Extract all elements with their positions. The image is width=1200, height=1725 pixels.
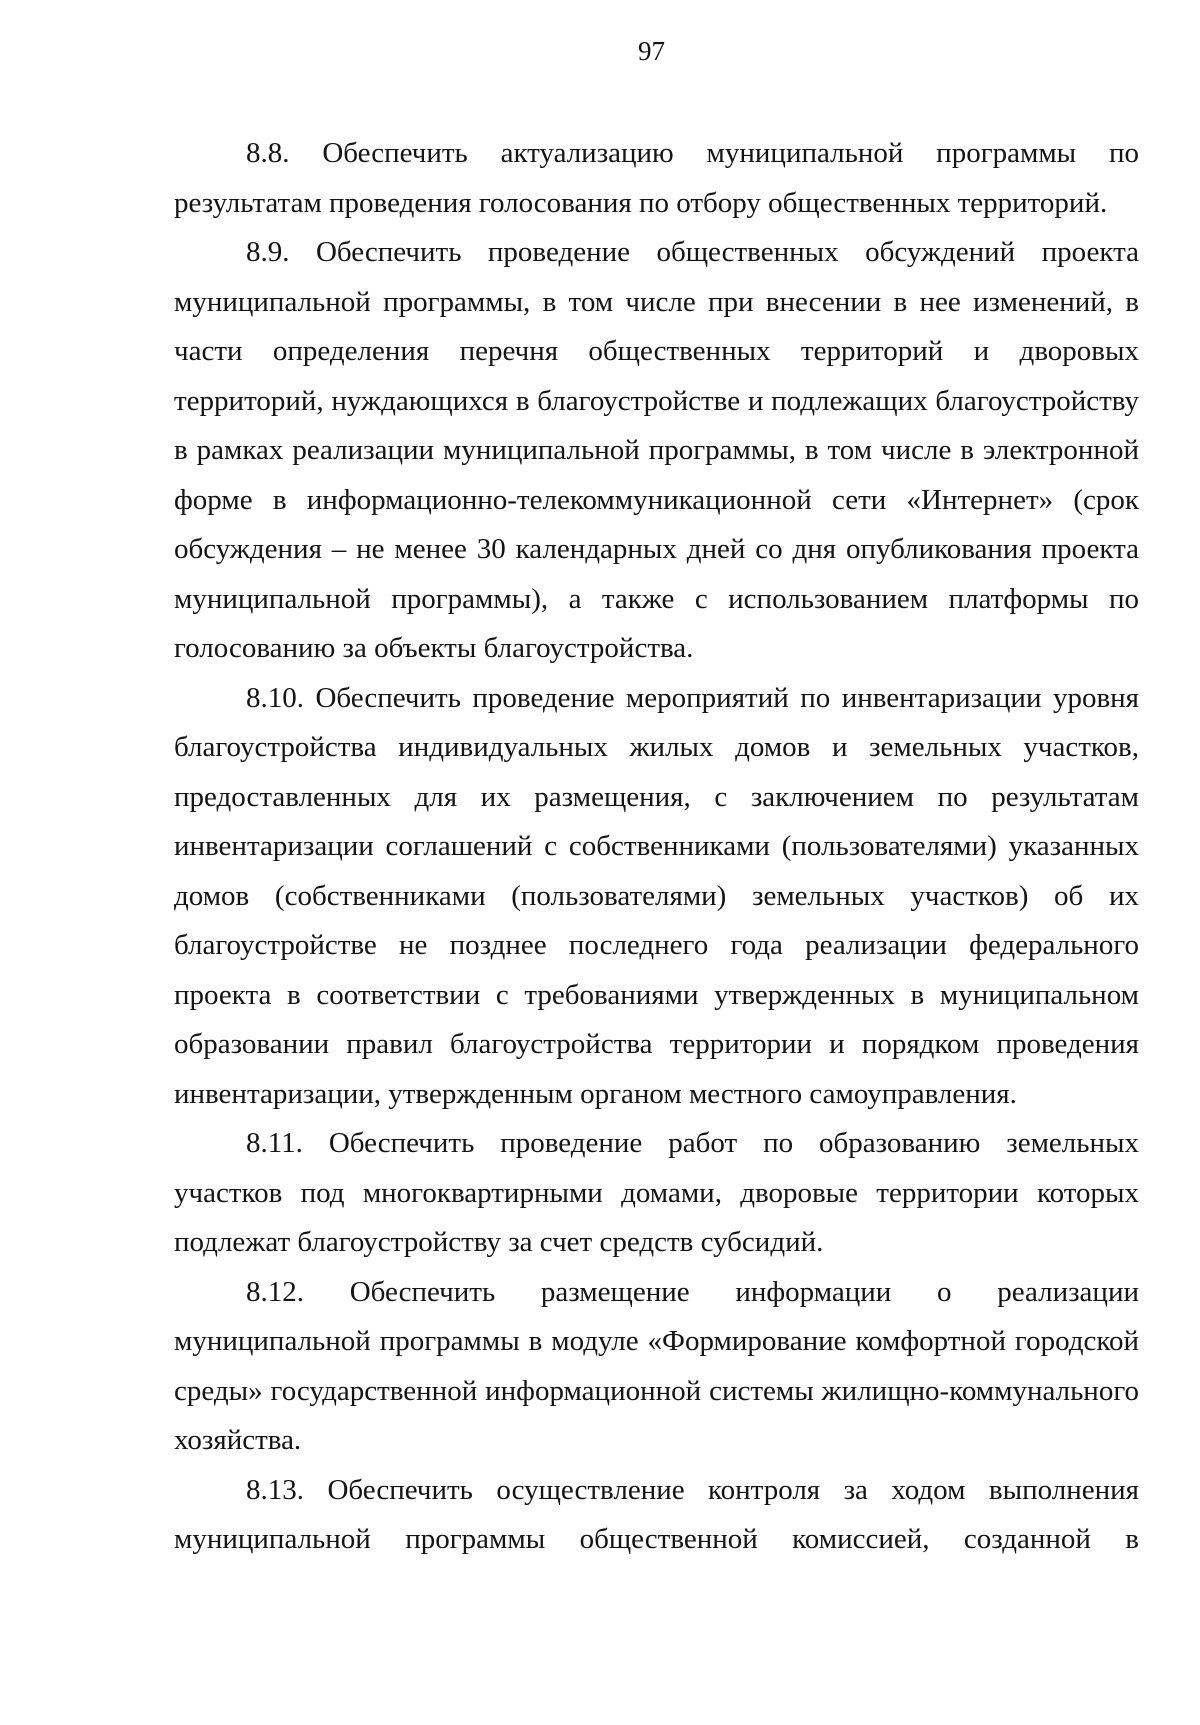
paragraph-8-12: 8.12. Обеспечить размещение информации о реализации муниципальной программы в модуле «Формирование комфортной городской среды» государственной информационной системы жилищно-коммунального хозяйства. (174, 1275, 1139, 1456)
page-number: 97 (638, 36, 665, 66)
paragraph-8-9: 8.9. Обеспечить проведение общественных обсуждений проекта муниципальной программы, в том числе при внесении в нее изменений, в части определения перечня общественных территорий и дворовых территорий, нуждающихся в благоустройстве и подлежащих благоустройству в рамках реализации муниципальной программы, в том числе в электронной форме в информационно-телекоммуникационной сети «Интернет» (срок обсуждения – не менее 30 календарных дней со дня опубликования проекта муниципальной программы), а также с использованием платформы по голосованию за объекты благоустройства. (174, 236, 1139, 664)
paragraph-8-13: 8.13. Обеспечить осуществление контроля за ходом выполнения муниципальной программы общественной комиссией, созданной в (174, 1473, 1139, 1555)
paragraph-8-8: 8.8. Обеспечить актуализацию муниципальной программы по результатам проведения голосования по отбору общественных территорий. (174, 137, 1139, 219)
paragraph-8-11: 8.11. Обеспечить проведение работ по образованию земельных участков под многоквартирными домами, дворовые территории которых подлежат благоустройству за счет средств субсидий. (174, 1127, 1139, 1258)
document-body (174, 129, 1139, 1565)
paragraph-8-10: 8.10. Обеспечить проведение мероприятий по инвентаризации уровня благоустройства индивидуальных жилых домов и земельных участков, предоставленных для их размещения, с заключением по результатам инвентаризации соглашений с собственниками (пользователями) указанных домов (собственниками (пользователями) земельных участков) об их благоустройстве не позднее последнего года реализации федерального проекта в соответствии с требованиями утвержденных в муниципальном образовании правил благоустройства территории и порядком проведения инвентаризации, утвержденным органом местного самоуправления. (174, 681, 1139, 1110)
